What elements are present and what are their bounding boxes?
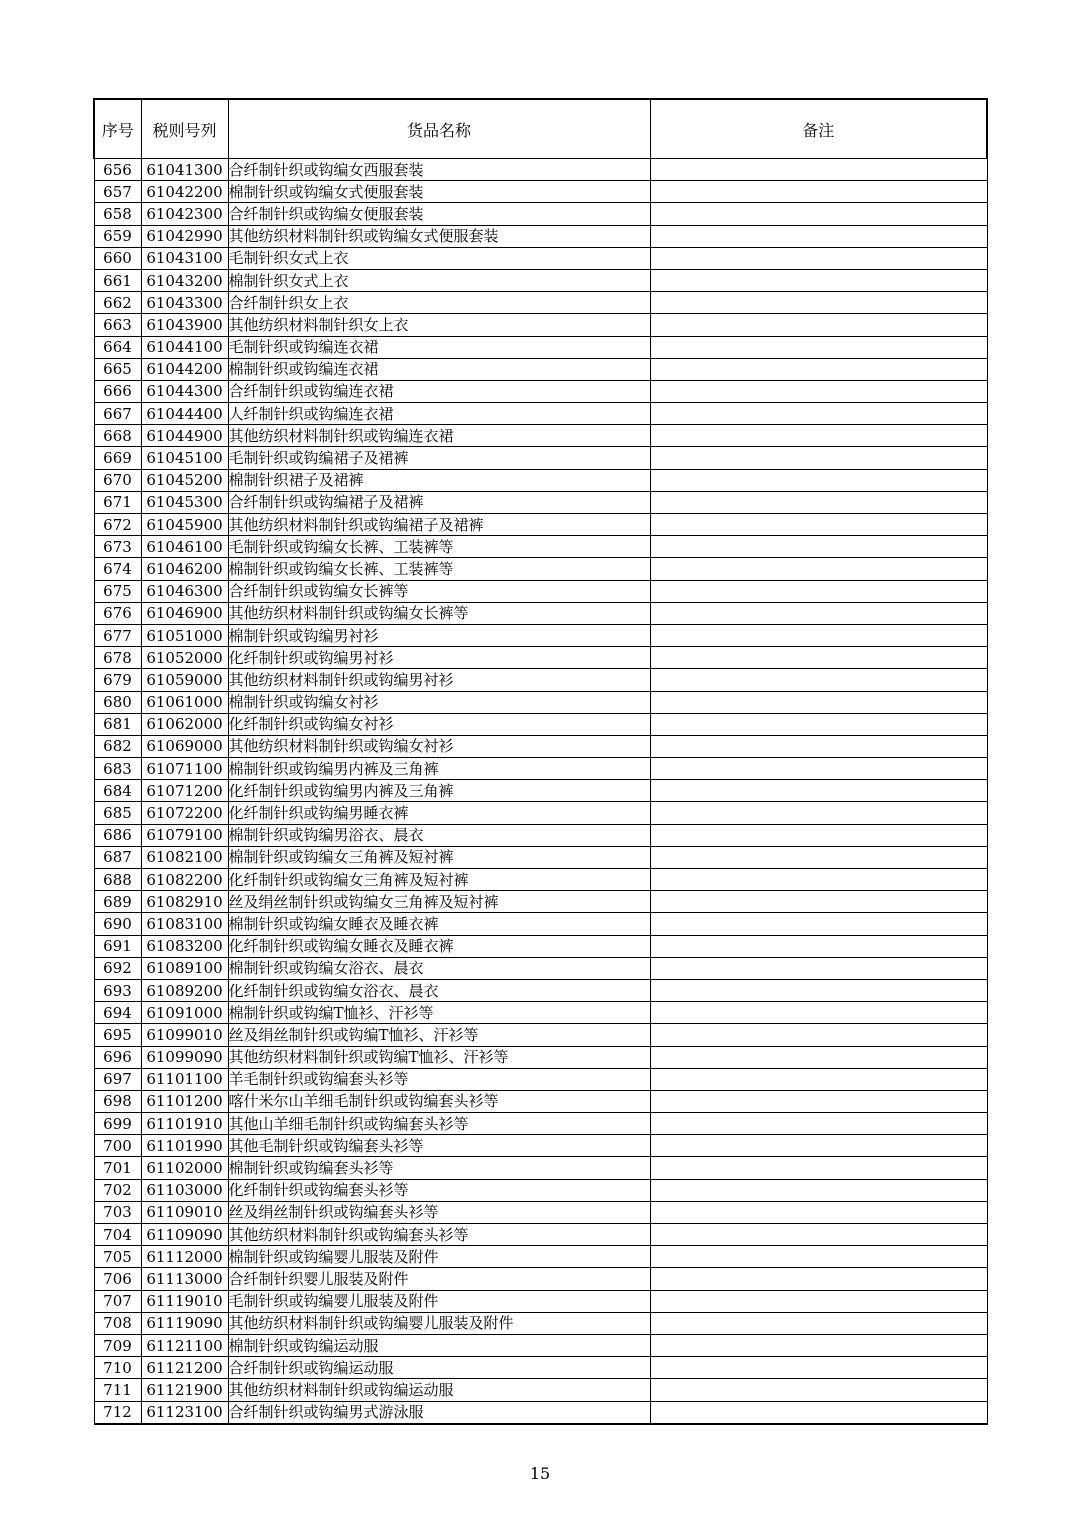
table-row [94, 1357, 987, 1379]
cell-goods-name: 化纤制针织或钩编男衬衫 [228, 647, 650, 669]
table-row [94, 802, 987, 824]
cell-tariff-code: 61041300 [141, 159, 228, 181]
cell-goods-name: 化纤制针织或钩编女睡衣及睡衣裤 [228, 935, 650, 957]
cell-goods-name: 合纤制针织或钩编运动服 [228, 1357, 650, 1379]
cell-tariff-code: 61101990 [141, 1135, 228, 1157]
cell-tariff-code: 61044200 [141, 358, 228, 380]
cell-remarks [650, 292, 987, 314]
cell-tariff-code: 61071200 [141, 780, 228, 802]
cell-remarks [650, 425, 987, 447]
cell-tariff-code: 61044100 [141, 336, 228, 358]
header-tariff-code: 税则号列 [141, 99, 228, 159]
table-row [94, 269, 987, 291]
table-row [94, 691, 987, 713]
cell-seq: 698 [94, 1090, 141, 1112]
table-row [94, 780, 987, 802]
cell-remarks [650, 891, 987, 913]
cell-remarks [650, 469, 987, 491]
cell-seq: 656 [94, 159, 141, 181]
cell-tariff-code: 61101100 [141, 1068, 228, 1090]
table-row [94, 1135, 987, 1157]
cell-seq: 672 [94, 514, 141, 536]
cell-remarks [650, 558, 987, 580]
cell-remarks [650, 691, 987, 713]
cell-seq: 709 [94, 1334, 141, 1356]
cell-tariff-code: 61121900 [141, 1379, 228, 1401]
cell-remarks [650, 1357, 987, 1379]
table-row [94, 935, 987, 957]
cell-goods-name: 棉制针织或钩编女浴衣、晨衣 [228, 957, 650, 979]
table-row [94, 846, 987, 868]
cell-remarks [650, 1201, 987, 1223]
cell-remarks [650, 181, 987, 203]
cell-seq: 690 [94, 913, 141, 935]
cell-goods-name: 棉制针织或钩编T恤衫、汗衫等 [228, 1002, 650, 1024]
cell-goods-name: 棉制针织或钩编男内裤及三角裤 [228, 758, 650, 780]
table-row [94, 225, 987, 247]
cell-goods-name: 合纤制针织或钩编女西服套装 [228, 159, 650, 181]
cell-seq: 706 [94, 1268, 141, 1290]
cell-seq: 689 [94, 891, 141, 913]
cell-goods-name: 棉制针织或钩编女衬衫 [228, 691, 650, 713]
cell-goods-name: 其他毛制针织或钩编套头衫等 [228, 1135, 650, 1157]
table-row [94, 159, 987, 181]
table-row [94, 758, 987, 780]
cell-remarks [650, 846, 987, 868]
cell-goods-name: 其他纺织材料制针织或钩编女式便服套装 [228, 225, 650, 247]
cell-goods-name: 毛制针织或钩编女长裤、工装裤等 [228, 536, 650, 558]
cell-remarks [650, 669, 987, 691]
cell-seq: 693 [94, 979, 141, 1001]
cell-goods-name: 合纤制针织或钩编裙子及裙裤 [228, 491, 650, 513]
cell-remarks [650, 1246, 987, 1268]
table-row [94, 1002, 987, 1024]
cell-tariff-code: 61071100 [141, 758, 228, 780]
table-row [94, 403, 987, 425]
cell-tariff-code: 61042990 [141, 225, 228, 247]
cell-goods-name: 丝及绢丝制针织或钩编T恤衫、汗衫等 [228, 1024, 650, 1046]
cell-goods-name: 其他纺织材料制针织或钩编婴儿服装及附件 [228, 1312, 650, 1334]
cell-seq: 696 [94, 1046, 141, 1068]
cell-seq: 692 [94, 957, 141, 979]
table-row [94, 491, 987, 513]
cell-seq: 700 [94, 1135, 141, 1157]
cell-remarks [650, 358, 987, 380]
table-row [94, 1024, 987, 1046]
cell-goods-name: 羊毛制针织或钩编套头衫等 [228, 1068, 650, 1090]
table-row [94, 314, 987, 336]
cell-seq: 669 [94, 447, 141, 469]
cell-tariff-code: 61082100 [141, 846, 228, 868]
table-row [94, 647, 987, 669]
table-row [94, 469, 987, 491]
cell-seq: 661 [94, 269, 141, 291]
header-goods-name: 货品名称 [228, 99, 650, 159]
table-row [94, 425, 987, 447]
table-row [94, 1068, 987, 1090]
cell-seq: 712 [94, 1401, 141, 1424]
cell-seq: 682 [94, 735, 141, 757]
cell-remarks [650, 758, 987, 780]
cell-seq: 673 [94, 536, 141, 558]
cell-seq: 674 [94, 558, 141, 580]
cell-tariff-code: 61101200 [141, 1090, 228, 1112]
cell-remarks [650, 1135, 987, 1157]
table-row [94, 181, 987, 203]
cell-remarks [650, 514, 987, 536]
table-row [94, 292, 987, 314]
table-row [94, 1268, 987, 1290]
cell-seq: 681 [94, 713, 141, 735]
cell-seq: 665 [94, 358, 141, 380]
cell-remarks [650, 1379, 987, 1401]
cell-goods-name: 化纤制针织或钩编女三角裤及短衬裤 [228, 869, 650, 891]
cell-tariff-code: 61046300 [141, 580, 228, 602]
cell-tariff-code: 61072200 [141, 802, 228, 824]
cell-tariff-code: 61045900 [141, 514, 228, 536]
table-row [94, 624, 987, 646]
table-row [94, 1312, 987, 1334]
cell-seq: 678 [94, 647, 141, 669]
cell-tariff-code: 61062000 [141, 713, 228, 735]
table-row [94, 1201, 987, 1223]
cell-remarks [650, 957, 987, 979]
cell-remarks [650, 913, 987, 935]
cell-tariff-code: 61046900 [141, 602, 228, 624]
cell-remarks [650, 1179, 987, 1201]
table-row [94, 979, 987, 1001]
cell-goods-name: 其他纺织材料制针织或钩编连衣裙 [228, 425, 650, 447]
cell-tariff-code: 61046100 [141, 536, 228, 558]
table-row [94, 957, 987, 979]
cell-tariff-code: 61059000 [141, 669, 228, 691]
cell-seq: 705 [94, 1246, 141, 1268]
cell-tariff-code: 61082200 [141, 869, 228, 891]
cell-remarks [650, 624, 987, 646]
cell-seq: 663 [94, 314, 141, 336]
cell-seq: 691 [94, 935, 141, 957]
cell-remarks [650, 447, 987, 469]
cell-goods-name: 棉制针织或钩编女长裤、工装裤等 [228, 558, 650, 580]
cell-goods-name: 棉制针织或钩编女睡衣及睡衣裤 [228, 913, 650, 935]
cell-goods-name: 棉制针织或钩编运动服 [228, 1334, 650, 1356]
cell-remarks [650, 1268, 987, 1290]
cell-remarks [650, 580, 987, 602]
cell-seq: 686 [94, 824, 141, 846]
table-row [94, 1379, 987, 1401]
cell-remarks [650, 1312, 987, 1334]
cell-tariff-code: 61042200 [141, 181, 228, 203]
cell-seq: 683 [94, 758, 141, 780]
cell-tariff-code: 61043200 [141, 269, 228, 291]
table-row [94, 514, 987, 536]
cell-goods-name: 合纤制针织或钩编连衣裙 [228, 380, 650, 402]
cell-goods-name: 毛制针织女式上衣 [228, 247, 650, 269]
cell-seq: 702 [94, 1179, 141, 1201]
cell-remarks [650, 380, 987, 402]
cell-remarks [650, 269, 987, 291]
cell-tariff-code: 61121100 [141, 1334, 228, 1356]
cell-goods-name: 合纤制针织女上衣 [228, 292, 650, 314]
cell-seq: 671 [94, 491, 141, 513]
cell-seq: 694 [94, 1002, 141, 1024]
table-row [94, 1246, 987, 1268]
table-row [94, 824, 987, 846]
cell-seq: 710 [94, 1357, 141, 1379]
cell-seq: 668 [94, 425, 141, 447]
cell-goods-name: 毛制针织或钩编婴儿服装及附件 [228, 1290, 650, 1312]
cell-seq: 685 [94, 802, 141, 824]
cell-seq: 660 [94, 247, 141, 269]
cell-tariff-code: 61046200 [141, 558, 228, 580]
cell-remarks [650, 602, 987, 624]
cell-seq: 695 [94, 1024, 141, 1046]
cell-tariff-code: 61043100 [141, 247, 228, 269]
cell-remarks [650, 159, 987, 181]
cell-tariff-code: 61045300 [141, 491, 228, 513]
cell-tariff-code: 61082910 [141, 891, 228, 913]
cell-goods-name: 其他纺织材料制针织或钩编T恤衫、汗衫等 [228, 1046, 650, 1068]
cell-remarks [650, 1068, 987, 1090]
cell-remarks [650, 713, 987, 735]
table-row [94, 536, 987, 558]
cell-seq: 697 [94, 1068, 141, 1090]
cell-seq: 658 [94, 203, 141, 225]
table-row [94, 247, 987, 269]
cell-seq: 680 [94, 691, 141, 713]
cell-remarks [650, 1157, 987, 1179]
cell-tariff-code: 61101910 [141, 1113, 228, 1135]
cell-remarks [650, 1401, 987, 1424]
cell-tariff-code: 61121200 [141, 1357, 228, 1379]
cell-goods-name: 合纤制针织或钩编女便服套装 [228, 203, 650, 225]
cell-goods-name: 其他纺织材料制针织或钩编男衬衫 [228, 669, 650, 691]
cell-seq: 675 [94, 580, 141, 602]
cell-tariff-code: 61089100 [141, 957, 228, 979]
cell-goods-name: 毛制针织或钩编裙子及裙裤 [228, 447, 650, 469]
cell-remarks [650, 935, 987, 957]
cell-remarks [650, 1334, 987, 1356]
cell-remarks [650, 203, 987, 225]
cell-seq: 707 [94, 1290, 141, 1312]
cell-tariff-code: 61103000 [141, 1179, 228, 1201]
cell-remarks [650, 247, 987, 269]
cell-goods-name: 合纤制针织婴儿服装及附件 [228, 1268, 650, 1290]
cell-seq: 701 [94, 1157, 141, 1179]
cell-goods-name: 其他纺织材料制针织或钩编裙子及裙裤 [228, 514, 650, 536]
table-row [94, 1090, 987, 1112]
cell-remarks [650, 869, 987, 891]
cell-seq: 687 [94, 846, 141, 868]
cell-tariff-code: 61061000 [141, 691, 228, 713]
cell-remarks [650, 1090, 987, 1112]
table-row [94, 913, 987, 935]
cell-goods-name: 其他纺织材料制针织女上衣 [228, 314, 650, 336]
cell-remarks [650, 647, 987, 669]
cell-remarks [650, 780, 987, 802]
cell-tariff-code: 61102000 [141, 1157, 228, 1179]
cell-seq: 703 [94, 1201, 141, 1223]
cell-tariff-code: 61112000 [141, 1246, 228, 1268]
cell-goods-name: 丝及绢丝制针织或钩编套头衫等 [228, 1201, 650, 1223]
table-row [94, 1113, 987, 1135]
table-row [94, 1157, 987, 1179]
cell-tariff-code: 61069000 [141, 735, 228, 757]
header-remarks: 备注 [650, 99, 987, 159]
cell-tariff-code: 61043300 [141, 292, 228, 314]
cell-seq: 699 [94, 1113, 141, 1135]
cell-tariff-code: 61123100 [141, 1401, 228, 1424]
cell-remarks [650, 491, 987, 513]
page-number: 15 [529, 1464, 551, 1483]
cell-remarks [650, 1290, 987, 1312]
cell-remarks [650, 536, 987, 558]
table-row [94, 1334, 987, 1356]
cell-tariff-code: 61042300 [141, 203, 228, 225]
cell-remarks [650, 1113, 987, 1135]
cell-goods-name: 化纤制针织或钩编男睡衣裤 [228, 802, 650, 824]
table-row [94, 380, 987, 402]
table-row [94, 891, 987, 913]
cell-seq: 704 [94, 1224, 141, 1246]
table-row [94, 1401, 987, 1424]
cell-tariff-code: 61109010 [141, 1201, 228, 1223]
cell-seq: 688 [94, 869, 141, 891]
table-row [94, 580, 987, 602]
cell-goods-name: 其他纺织材料制针织或钩编运动服 [228, 1379, 650, 1401]
cell-goods-name: 化纤制针织或钩编女衬衫 [228, 713, 650, 735]
table-body [94, 159, 987, 1424]
table-row [94, 1290, 987, 1312]
cell-remarks [650, 824, 987, 846]
cell-goods-name: 化纤制针织或钩编男内裤及三角裤 [228, 780, 650, 802]
cell-tariff-code: 61083200 [141, 935, 228, 957]
cell-goods-name: 其他纺织材料制针织或钩编女长裤等 [228, 602, 650, 624]
cell-tariff-code: 61091000 [141, 1002, 228, 1024]
cell-goods-name: 棉制针织或钩编婴儿服装及附件 [228, 1246, 650, 1268]
cell-remarks [650, 336, 987, 358]
cell-goods-name: 其他山羊细毛制针织或钩编套头衫等 [228, 1113, 650, 1135]
cell-goods-name: 棉制针织或钩编女三角裤及短衬裤 [228, 846, 650, 868]
cell-seq: 679 [94, 669, 141, 691]
cell-seq: 659 [94, 225, 141, 247]
cell-tariff-code: 61052000 [141, 647, 228, 669]
cell-goods-name: 丝及绢丝制针织或钩编女三角裤及短衬裤 [228, 891, 650, 913]
cell-seq: 657 [94, 181, 141, 203]
table-row [94, 713, 987, 735]
cell-goods-name: 棉制针织或钩编男衬衫 [228, 624, 650, 646]
cell-remarks [650, 802, 987, 824]
cell-seq: 676 [94, 602, 141, 624]
cell-goods-name: 人纤制针织或钩编连衣裙 [228, 403, 650, 425]
table-row [94, 1046, 987, 1068]
cell-seq: 662 [94, 292, 141, 314]
cell-goods-name: 其他纺织材料制针织或钩编套头衫等 [228, 1224, 650, 1246]
goods-table [93, 98, 988, 1425]
cell-goods-name: 棉制针织女式上衣 [228, 269, 650, 291]
table-row [94, 669, 987, 691]
cell-seq: 708 [94, 1312, 141, 1334]
cell-remarks [650, 403, 987, 425]
cell-remarks [650, 314, 987, 336]
table-row [94, 447, 987, 469]
cell-goods-name: 棉制针织裙子及裙裤 [228, 469, 650, 491]
table-row [94, 358, 987, 380]
cell-goods-name: 棉制针织或钩编男浴衣、晨衣 [228, 824, 650, 846]
cell-seq: 666 [94, 380, 141, 402]
header-seq: 序号 [94, 99, 141, 159]
table-row [94, 558, 987, 580]
cell-remarks [650, 225, 987, 247]
cell-tariff-code: 61079100 [141, 824, 228, 846]
cell-tariff-code: 61044900 [141, 425, 228, 447]
cell-seq: 711 [94, 1379, 141, 1401]
cell-goods-name: 喀什米尔山羊细毛制针织或钩编套头衫等 [228, 1090, 650, 1112]
cell-tariff-code: 61051000 [141, 624, 228, 646]
cell-tariff-code: 61099010 [141, 1024, 228, 1046]
cell-goods-name: 合纤制针织或钩编女长裤等 [228, 580, 650, 602]
cell-remarks [650, 1224, 987, 1246]
cell-tariff-code: 61119010 [141, 1290, 228, 1312]
cell-tariff-code: 61043900 [141, 314, 228, 336]
cell-goods-name: 棉制针织或钩编套头衫等 [228, 1157, 650, 1179]
table-row [94, 1224, 987, 1246]
cell-tariff-code: 61109090 [141, 1224, 228, 1246]
table-header [94, 99, 987, 159]
header-row [94, 99, 987, 159]
cell-remarks [650, 1024, 987, 1046]
table-row [94, 869, 987, 891]
cell-tariff-code: 61045100 [141, 447, 228, 469]
cell-remarks [650, 979, 987, 1001]
cell-tariff-code: 61044400 [141, 403, 228, 425]
cell-goods-name: 毛制针织或钩编连衣裙 [228, 336, 650, 358]
cell-tariff-code: 61113000 [141, 1268, 228, 1290]
table-row [94, 336, 987, 358]
cell-tariff-code: 61044300 [141, 380, 228, 402]
cell-tariff-code: 61045200 [141, 469, 228, 491]
cell-tariff-code: 61099090 [141, 1046, 228, 1068]
table-row [94, 1179, 987, 1201]
cell-goods-name: 棉制针织或钩编连衣裙 [228, 358, 650, 380]
cell-seq: 667 [94, 403, 141, 425]
table-row [94, 602, 987, 624]
cell-seq: 664 [94, 336, 141, 358]
table-row [94, 735, 987, 757]
cell-seq: 677 [94, 624, 141, 646]
cell-goods-name: 化纤制针织或钩编女浴衣、晨衣 [228, 979, 650, 1001]
cell-goods-name: 合纤制针织或钩编男式游泳服 [228, 1401, 650, 1424]
cell-seq: 670 [94, 469, 141, 491]
cell-tariff-code: 61089200 [141, 979, 228, 1001]
cell-remarks [650, 1002, 987, 1024]
cell-remarks [650, 1046, 987, 1068]
cell-seq: 684 [94, 780, 141, 802]
cell-tariff-code: 61119090 [141, 1312, 228, 1334]
cell-tariff-code: 61083100 [141, 913, 228, 935]
cell-goods-name: 其他纺织材料制针织或钩编女衬衫 [228, 735, 650, 757]
table-row [94, 203, 987, 225]
cell-remarks [650, 735, 987, 757]
cell-goods-name: 棉制针织或钩编女式便服套装 [228, 181, 650, 203]
cell-goods-name: 化纤制针织或钩编套头衫等 [228, 1179, 650, 1201]
